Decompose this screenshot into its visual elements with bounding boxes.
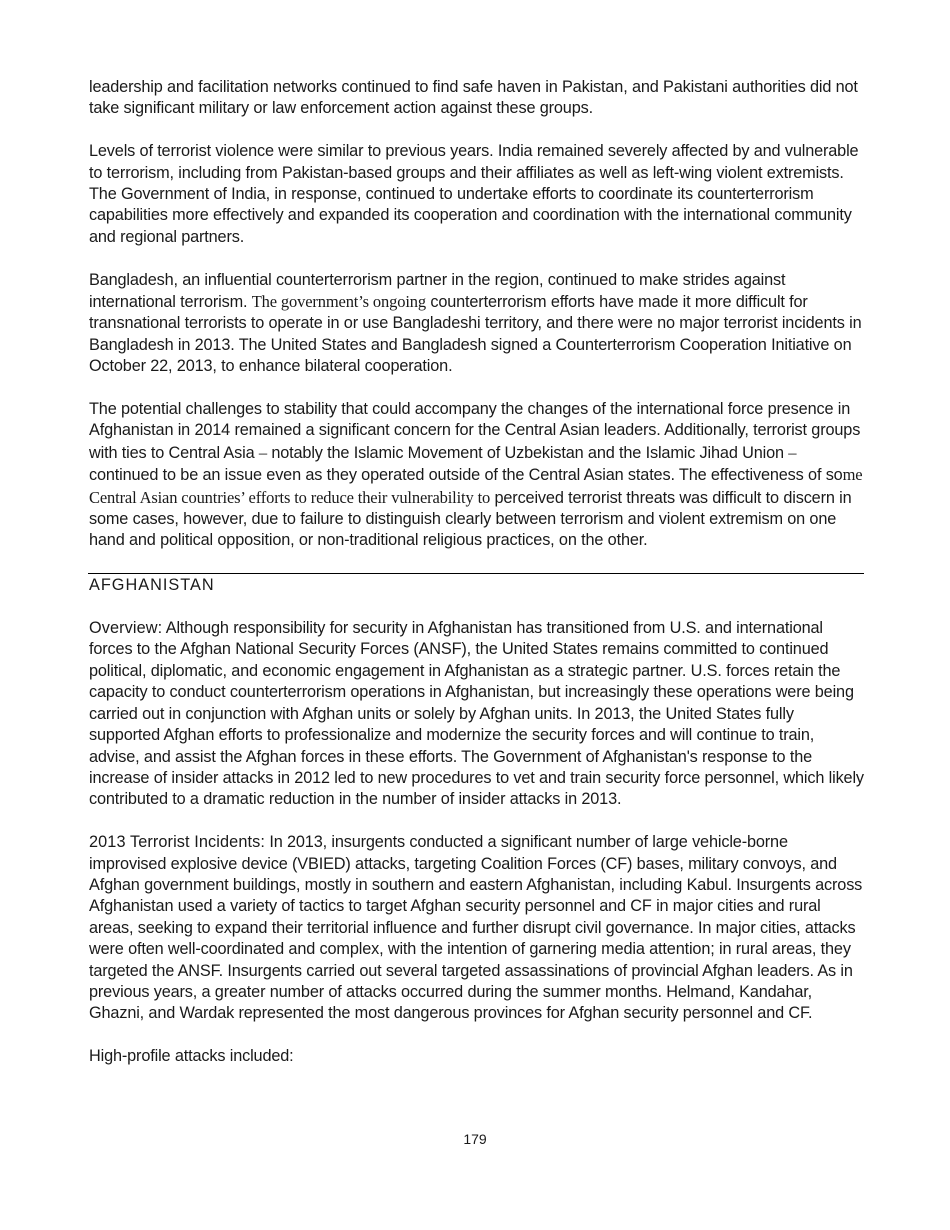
paragraph-text: Levels of terrorist violence were similar to previous years. India remained severely affected by and vulnerable to terrorism, including from Pakistan-based groups and their affiliates as well as left-wing violent extremists. The Government of India, in response, continued to undertake efforts to coordinate its counterterrorism capabilities more effectively and expanded its cooperation and coordination with the international community and regional partners. bbox=[89, 142, 859, 246]
paragraph-bangladesh bbox=[89, 270, 864, 378]
paragraph-text-serif: me Central Asian countries’ efforts to reduce their vulnerability to bbox=[89, 465, 863, 507]
paragraph-text: In 2013, insurgents conducted a significant number of large vehicle-borne improvised explosive device (VBIED) attacks, targeting Coalition Forces (CF) bases, military convoys, and Afghan government buildings, mostly in southern and eastern Afghanistan, including Kabul. Insurgents across Afghanistan used a variety of tactics to target Afghan security personnel and CF in major cities and rural areas, seeking to expand their territorial influence and further disrupt civil governance. In major cities, attacks were often well-coordinated and complex, with the intention of garnering media attention; in rural areas, they targeted the ANSF. Insurgents carried out several targeted assassinations of provincial Afghan leaders. As in previous years, a greater number of attacks occurred during the summer months. Helmand, Kandahar, Ghazni, and Wardak represented the most dangerous provinces for Afghan security personnel and CF. bbox=[89, 833, 863, 1023]
paragraph-overview bbox=[89, 618, 864, 811]
paragraph-central-asia bbox=[89, 399, 864, 552]
paragraph-text: Although responsibility for security in Afghanistan has transitioned from U.S. and international forces to the Afghan National Security Forces (ANSF), the United States remains committed to continued political, diplomatic, and economic engagement in Afghanistan as a strategic partner. U.S. forces retain the capacity to conduct counterterrorism operations in Afghanistan, but increasingly these operations were being carried out in conjunction with Afghan units or solely by Afghan units. In 2013, the United States fully supported Afghan efforts to professionalize and modernize the security forces and will continue to train, advise, and assist the Afghan forces in these efforts. The Government of Afghanistan's response to the increase of insider attacks in 2012 led to new procedures to vet and train security force personnel, which likely contributed to a dramatic reduction in the number of insider attacks in 2013. bbox=[89, 619, 864, 809]
paragraph-dash: – bbox=[788, 442, 797, 462]
section-title-afghanistan: AFGHANISTAN bbox=[89, 576, 215, 595]
incidents-label: 2013 Terrorist Incidents: bbox=[89, 833, 265, 852]
paragraph-dash: – bbox=[258, 442, 267, 462]
paragraph-text: The potential challenges to stability that could accompany the changes of the international force presence in Afghanistan in 2014 remained a significant concern for the Central Asian leaders. Additionally, terrorist groups with ties to Central Asia bbox=[89, 400, 861, 462]
paragraph-text: Bangladesh, an influential counterterrorism partner in the region, continued to make strides against international terrorism. bbox=[89, 270, 786, 312]
paragraph-text: High-profile attacks included: bbox=[89, 1047, 294, 1066]
paragraph-pakistan-safe-haven bbox=[89, 77, 864, 120]
paragraph-india bbox=[89, 141, 864, 248]
paragraph-text-serif: The government’s ongoing bbox=[251, 292, 426, 312]
paragraph-text: perceived terrorist threats was difficult to discern in some cases, however, due to failure to distinguish clearly between terrorism and violent extremism on one hand and political opposition, or non-traditional religious practices, on the other. bbox=[89, 488, 852, 550]
section-divider bbox=[88, 573, 864, 574]
overview-label: Overview: bbox=[89, 619, 163, 638]
paragraph-text: notably the Islamic Movement of Uzbekistan and the Islamic Jihad Union bbox=[266, 443, 789, 462]
document-page bbox=[89, 77, 864, 1089]
paragraph-text: counterterrorism efforts have made it more difficult for transnational terrorists to operate in or use Bangladeshi territory, and there were no major terrorist incidents in Bangladesh in 2013. The United States and Bangladesh signed a Counterterrorism Cooperation Initiative on October 22, 2013, to enhance bilateral cooperation. bbox=[89, 293, 862, 376]
page-number: 179 bbox=[463, 1131, 487, 1147]
paragraph-high-profile-intro bbox=[89, 1046, 864, 1067]
paragraph-terrorist-incidents bbox=[89, 832, 864, 1025]
paragraph-text: continued to be an issue even as they operated outside of the Central Asian states. The effectiveness of so bbox=[89, 466, 843, 485]
paragraph-text: leadership and facilitation networks continued to find safe haven in Pakistan, and Pakistani authorities did not take significant military or law enforcement action against these groups. bbox=[89, 78, 858, 118]
